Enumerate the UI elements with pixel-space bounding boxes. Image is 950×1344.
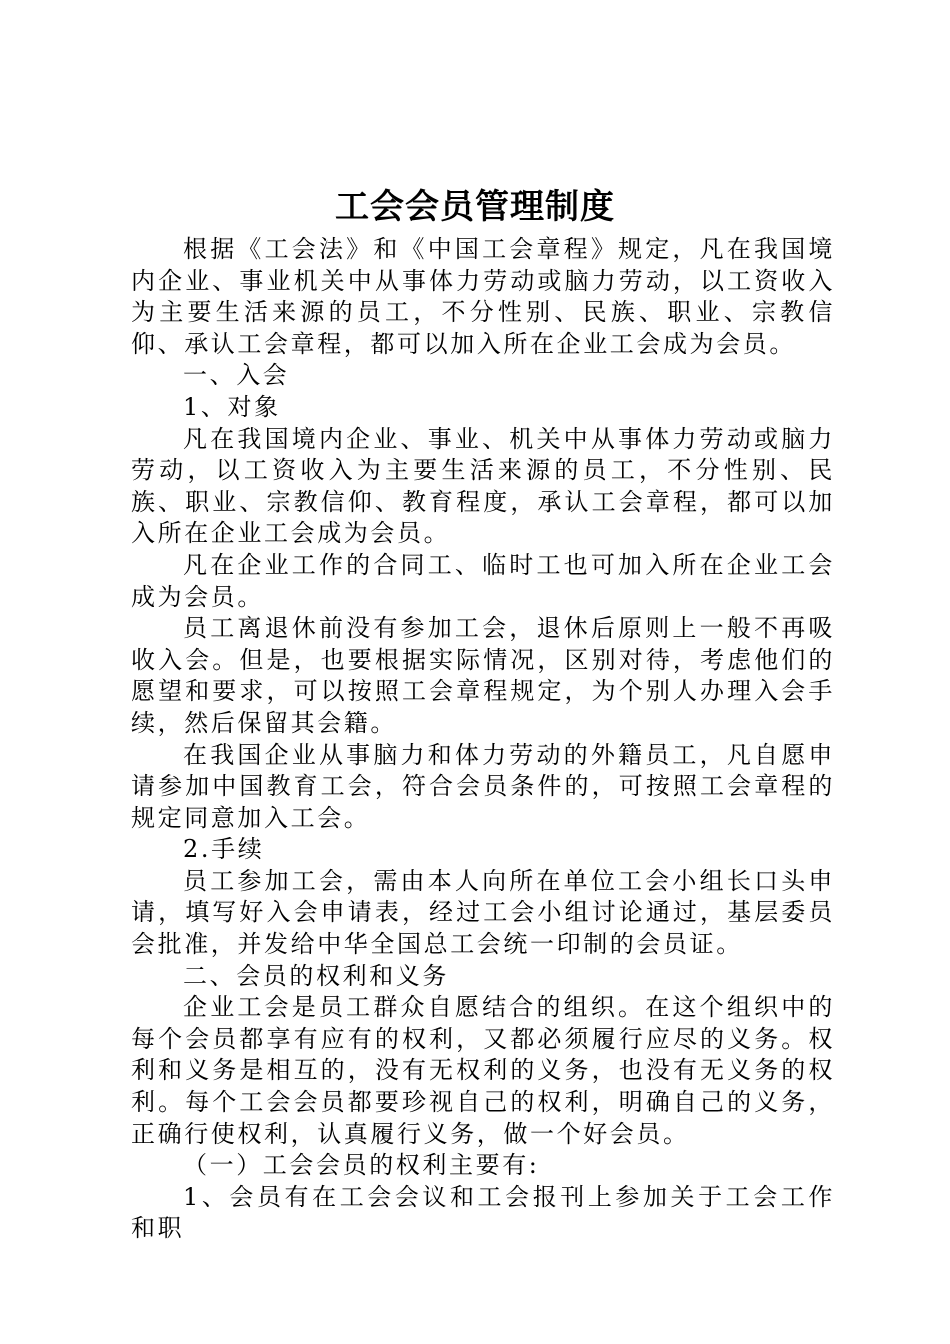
paragraph-eligibility: 凡在我国境内企业、事业、机关中从事体力劳动或脑力劳动，以工资收入为主要生活来源的员工，不分性别、民族、职业、宗教信仰、教育程度，承认工会章程，都可以加入所在企业工会成为会员。 (131, 424, 835, 548)
section-heading-membership: 一、入会 (183, 361, 290, 390)
paragraph-rights-duties: 企业工会是员工群众自愿结合的组织。在这个组织中的每个会员都享有应有的权利，又都必须履行应尽的义务。权利和义务是相互的，没有无权利的义务，也没有无义务的权利。每个工会会员都要珍视自己的权利，明确自己的义务，正确行使权利，认真履行义务，做一个好会员。 (131, 993, 835, 1148)
subheading-eligibility: 1、对象 (183, 392, 281, 421)
subheading-procedure: 2.手续 (183, 835, 265, 864)
paragraph-retirees: 员工离退休前没有参加工会，退休后原则上一般不再吸收入会。但是，也要根据实际情况，区别对待，考虑他们的愿望和要求，可以按照工会章程规定，为个别人办理入会手续，然后保留其会籍。 (131, 614, 835, 737)
document-title: 工会会员管理制度 (335, 187, 615, 227)
document-body (131, 234, 835, 1245)
subheading-member-rights: （一）工会会员的权利主要有: (183, 1151, 540, 1180)
paragraph-right-1: 1、会员有在工会会议和工会报刊上参加关于工会工作和职 (131, 1182, 835, 1243)
section-heading-rights-duties: 二、会员的权利和义务 (183, 961, 449, 990)
paragraph-intro: 根据《工会法》和《中国工会章程》规定，凡在我国境内企业、事业机关中从事体力劳动或脑力劳动，以工资收入为主要生活来源的员工，不分性别、民族、职业、宗教信仰、承认工会章程，都可以加入所在企业工会成为会员。 (131, 235, 835, 358)
paragraph-foreign-staff: 在我国企业从事脑力和体力劳动的外籍员工，凡自愿申请参加中国教育工会，符合会员条件的，可按照工会章程的规定同意加入工会。 (131, 740, 835, 832)
paragraph-procedure: 员工参加工会，需由本人向所在单位工会小组长口头申请，填写好入会申请表，经过工会小组讨论通过，基层委员会批准，并发给中华全国总工会统一印制的会员证。 (131, 866, 835, 959)
paragraph-contract-workers: 凡在企业工作的合同工、临时工也可加入所在企业工会成为会员。 (131, 550, 835, 611)
